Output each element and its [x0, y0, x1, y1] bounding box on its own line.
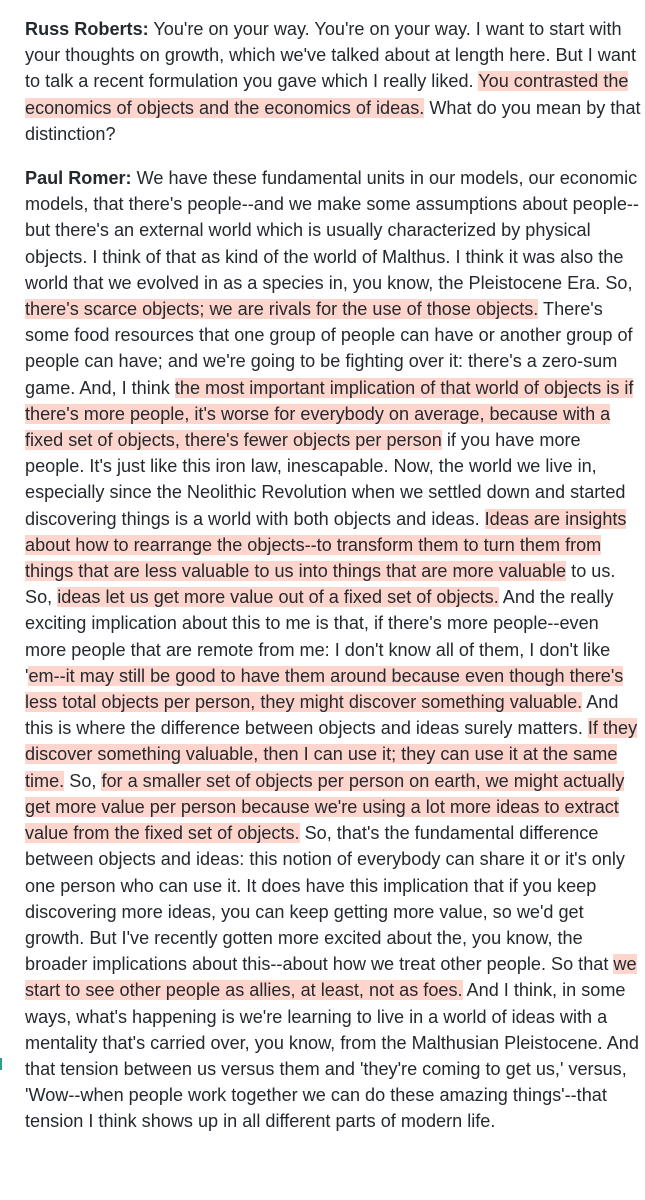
- text-segment: And I think, in some ways, what's happening is we're learning to live in a world of ideas with a mentality that's carried over, you know, from the Malthusian Pleistocene. And that tension between us versus them and 'they're coming to get us,' versus, 'Wow--when people work together we can do these amazing things'--that tension I think shows up in all different parts of modern life.: [25, 980, 639, 1132]
- text-segment: So,: [64, 770, 102, 791]
- highlight: ideas let us get more value out of a fixed set of objects.: [57, 587, 499, 608]
- transcript: [25, 16, 641, 1153]
- text-segment: There's some food resources that one group of people can have or another group of people can have; and we're going to be fighting over it: there's a zero-sum game. And, I think: [25, 299, 633, 398]
- highlight: for a smaller set of objects per person on earth, we might actually get more value per person because we're using a lot more ideas to extract value from the fixed set of objects.: [25, 770, 625, 844]
- text-segment: So, that's the fundamental difference between objects and ideas: this notion of everybody can share it or it's only one person who can use it. It does have this implication that if you keep discovering more ideas, you can keep getting more value, so we'd get growth. But I've recently gotten more excited about the, you know, the broader implications about this--about how we treat other people. So that: [25, 823, 625, 975]
- highlight: we start to see other people as allies, at least, not as foes.: [25, 954, 637, 1001]
- text-segment: What do you mean by that distinction?: [25, 97, 641, 144]
- highlight: Ideas are insights about how to rearrange the objects--to transform them to turn them from things that are less valuable to us into things that are more valuable: [25, 508, 627, 582]
- margin-marker: [0, 1058, 2, 1070]
- paragraph-russ-roberts: [25, 16, 641, 147]
- text-segment: We have these fundamental units in our models, our economic models, that there's people--and we make some assumptions about people--but there's an external world which is usually characterized by physical objects. I think of that as kind of the world of Malthus. I think it was also the world that we evolved in as a species in, you know, the Pleistocene Era. So,: [25, 168, 639, 293]
- highlight: there's scarce objects; we are rivals for the use of those objects.: [25, 299, 539, 320]
- paragraph-paul-romer: [25, 165, 641, 1135]
- highlight: the most important implication of that world of objects is if there's more people, it's worse for everybody on average, because with a fixed set of objects, there's fewer objects per person: [25, 377, 634, 451]
- text-segment: And this is where the difference between objects and ideas surely matters.: [25, 692, 619, 739]
- text-segment: And the really exciting implication about this to me is that, if there's more people--even more people that are remote from me: I don't know all of them, I don't like ': [25, 587, 614, 686]
- highlight: If they discover something valuable, then I can use it; they can use it at the same time.: [25, 718, 638, 791]
- text-segment: to us. So,: [25, 561, 616, 608]
- text-segment: if you have more people. It's just like this iron law, inescapable. Now, the world we live in, especially since the Neolithic Revolution when we settled down and started discovering things is a world with both objects and ideas.: [25, 430, 626, 529]
- highlight: You contrasted the economics of objects and the economics of ideas.: [25, 71, 629, 118]
- speaker-name: Russ Roberts:: [25, 19, 149, 39]
- speaker-name: Paul Romer:: [25, 168, 132, 189]
- highlight: em--it may still be good to have them around because even though there's less total objects per person, they might discover something valuable.: [25, 665, 624, 713]
- text-segment: You're on your way. You're on your way. I want to start with your thoughts on growth, which we've talked about at length here. But I want to talk a recent formulation you gave which I really liked.: [25, 19, 636, 92]
